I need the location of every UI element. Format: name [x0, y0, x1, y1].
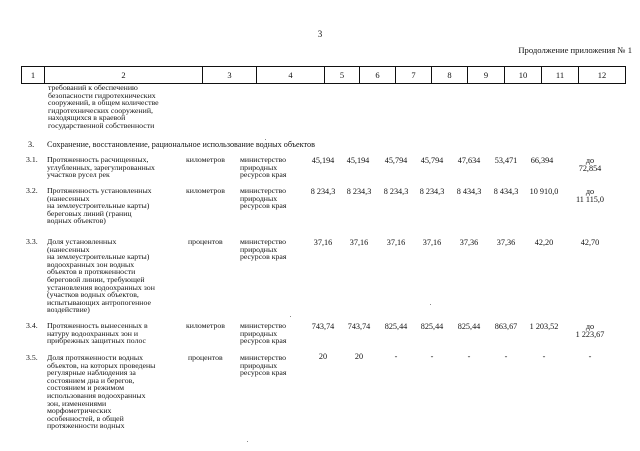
unit: километров — [186, 155, 225, 164]
value-cell-last: до 1 223,67 — [575, 322, 605, 339]
value-cell: 66,394 — [530, 156, 554, 165]
column-header: 6 — [360, 67, 396, 84]
value-cell: 8 434,3 — [456, 187, 482, 196]
value-cell: 20 — [354, 352, 364, 361]
continuation-label: Продолжение приложения № 1 — [518, 45, 632, 55]
value-cell: - — [467, 352, 471, 361]
scan-speck — [430, 304, 431, 305]
row-number: 3.2. — [26, 186, 38, 195]
unit: процентов — [188, 353, 223, 362]
value-cell: 863,67 — [494, 322, 518, 331]
column-header: 1 — [22, 67, 45, 84]
responsible: министерство природных ресурсов края — [240, 353, 287, 378]
value-cell: 37,36 — [459, 238, 479, 247]
indicator-text: Протяженность вынесенных в натуру водоохранных зон и прибрежных защитных полос — [47, 321, 148, 346]
value-cell: 45,794 — [384, 156, 408, 165]
value-cell: 37,16 — [313, 238, 333, 247]
value-cell: 45,194 — [311, 156, 335, 165]
value-cell: - — [430, 352, 434, 361]
column-header: 10 — [505, 67, 542, 84]
value-cell: 37,16 — [386, 238, 406, 247]
column-header: 11 — [542, 67, 579, 84]
value-cell: - — [394, 352, 398, 361]
indicator-text: Доля протяженности водных объектов, на которых проведены регулярные наблюдения за состоянием дна и берегов, состоянием и режимом использования водоохранных зон, изменениями морфометрических особенностей, в общей протяженности водных — [47, 353, 156, 431]
responsible: министерство природных ресурсов края — [240, 186, 287, 211]
responsible: министерство природных ресурсов края — [240, 155, 287, 180]
page-number: 3 — [317, 29, 323, 39]
value-cell: 42,20 — [534, 238, 554, 247]
value-cell: - — [542, 352, 546, 361]
value-cell: 37,16 — [349, 238, 369, 247]
value-cell-last: - — [588, 352, 592, 361]
row-number: 3.1. — [26, 155, 38, 164]
scan-speck — [290, 316, 291, 317]
value-cell: 743,74 — [311, 322, 335, 331]
column-header: 3 — [203, 67, 257, 84]
section-number: 3. — [28, 140, 35, 149]
value-cell: 45,794 — [420, 156, 444, 165]
value-cell: 45,194 — [346, 156, 370, 165]
value-cell: 8 434,3 — [493, 187, 519, 196]
value-cell: 825,44 — [420, 322, 444, 331]
value-cell: 825,44 — [384, 322, 408, 331]
value-cell: 10 910,0 — [529, 187, 559, 196]
value-cell: 1 203,52 — [529, 322, 559, 331]
scan-speck — [265, 139, 266, 140]
responsible: министерство природных ресурсов края — [240, 237, 287, 262]
unit: километров — [186, 186, 225, 195]
value-cell: 20 — [318, 352, 328, 361]
carryover-text: требований к обеспечению безопасности гидротехнических сооружений, в общем количестве гидротехнических сооружений, находящихся в краевой государственной собственности — [48, 83, 159, 130]
column-header: 5 — [325, 67, 360, 84]
column-header: 12 — [579, 67, 626, 84]
section-title: Сохранение, восстановление, рациональное использование водных объектов — [47, 140, 315, 149]
row-number: 3.4. — [26, 321, 38, 330]
value-cell: 37,16 — [422, 238, 442, 247]
responsible: министерство природных ресурсов края — [240, 321, 287, 346]
value-cell-last: до 72,854 — [578, 156, 602, 173]
column-header: 7 — [396, 67, 432, 84]
value-cell: 8 234,3 — [383, 187, 409, 196]
value-cell: 8 234,3 — [346, 187, 372, 196]
value-cell: 8 234,3 — [419, 187, 445, 196]
value-cell: 37,36 — [496, 238, 516, 247]
value-cell: 743,74 — [347, 322, 371, 331]
row-number: 3.3. — [26, 237, 38, 246]
column-header: 8 — [432, 67, 468, 84]
value-cell-last: 42,70 — [580, 238, 600, 247]
column-header: 4 — [257, 67, 325, 84]
unit: километров — [186, 321, 225, 330]
indicator-text: Протяженность установленных (нанесенных на землеустроительные карты) береговых линий (границ водных объектов) — [47, 186, 152, 226]
column-header: 2 — [45, 67, 203, 84]
value-cell: 47,634 — [457, 156, 481, 165]
row-number: 3.5. — [26, 353, 38, 362]
indicator-text: Протяженность расчищенных, углубленных, зарегулированных участков русел рек — [47, 155, 155, 180]
unit: процентов — [188, 237, 223, 246]
column-header-row — [21, 66, 626, 84]
value-cell-last: до 11 115,0 — [575, 187, 605, 204]
scan-speck — [247, 441, 248, 442]
value-cell: 825,44 — [457, 322, 481, 331]
indicator-text: Доля установленных (нанесенных на землеустроительные карты) водоохранных зон водных объектов в протяженности береговой линии, требующей установления водоохранных зон (участков водных объектов, испытывающих антропогенное воздействие) — [47, 237, 155, 315]
value-cell: 8 234,3 — [310, 187, 336, 196]
column-header: 9 — [468, 67, 505, 84]
value-cell: 53,471 — [494, 156, 518, 165]
value-cell: - — [504, 352, 508, 361]
